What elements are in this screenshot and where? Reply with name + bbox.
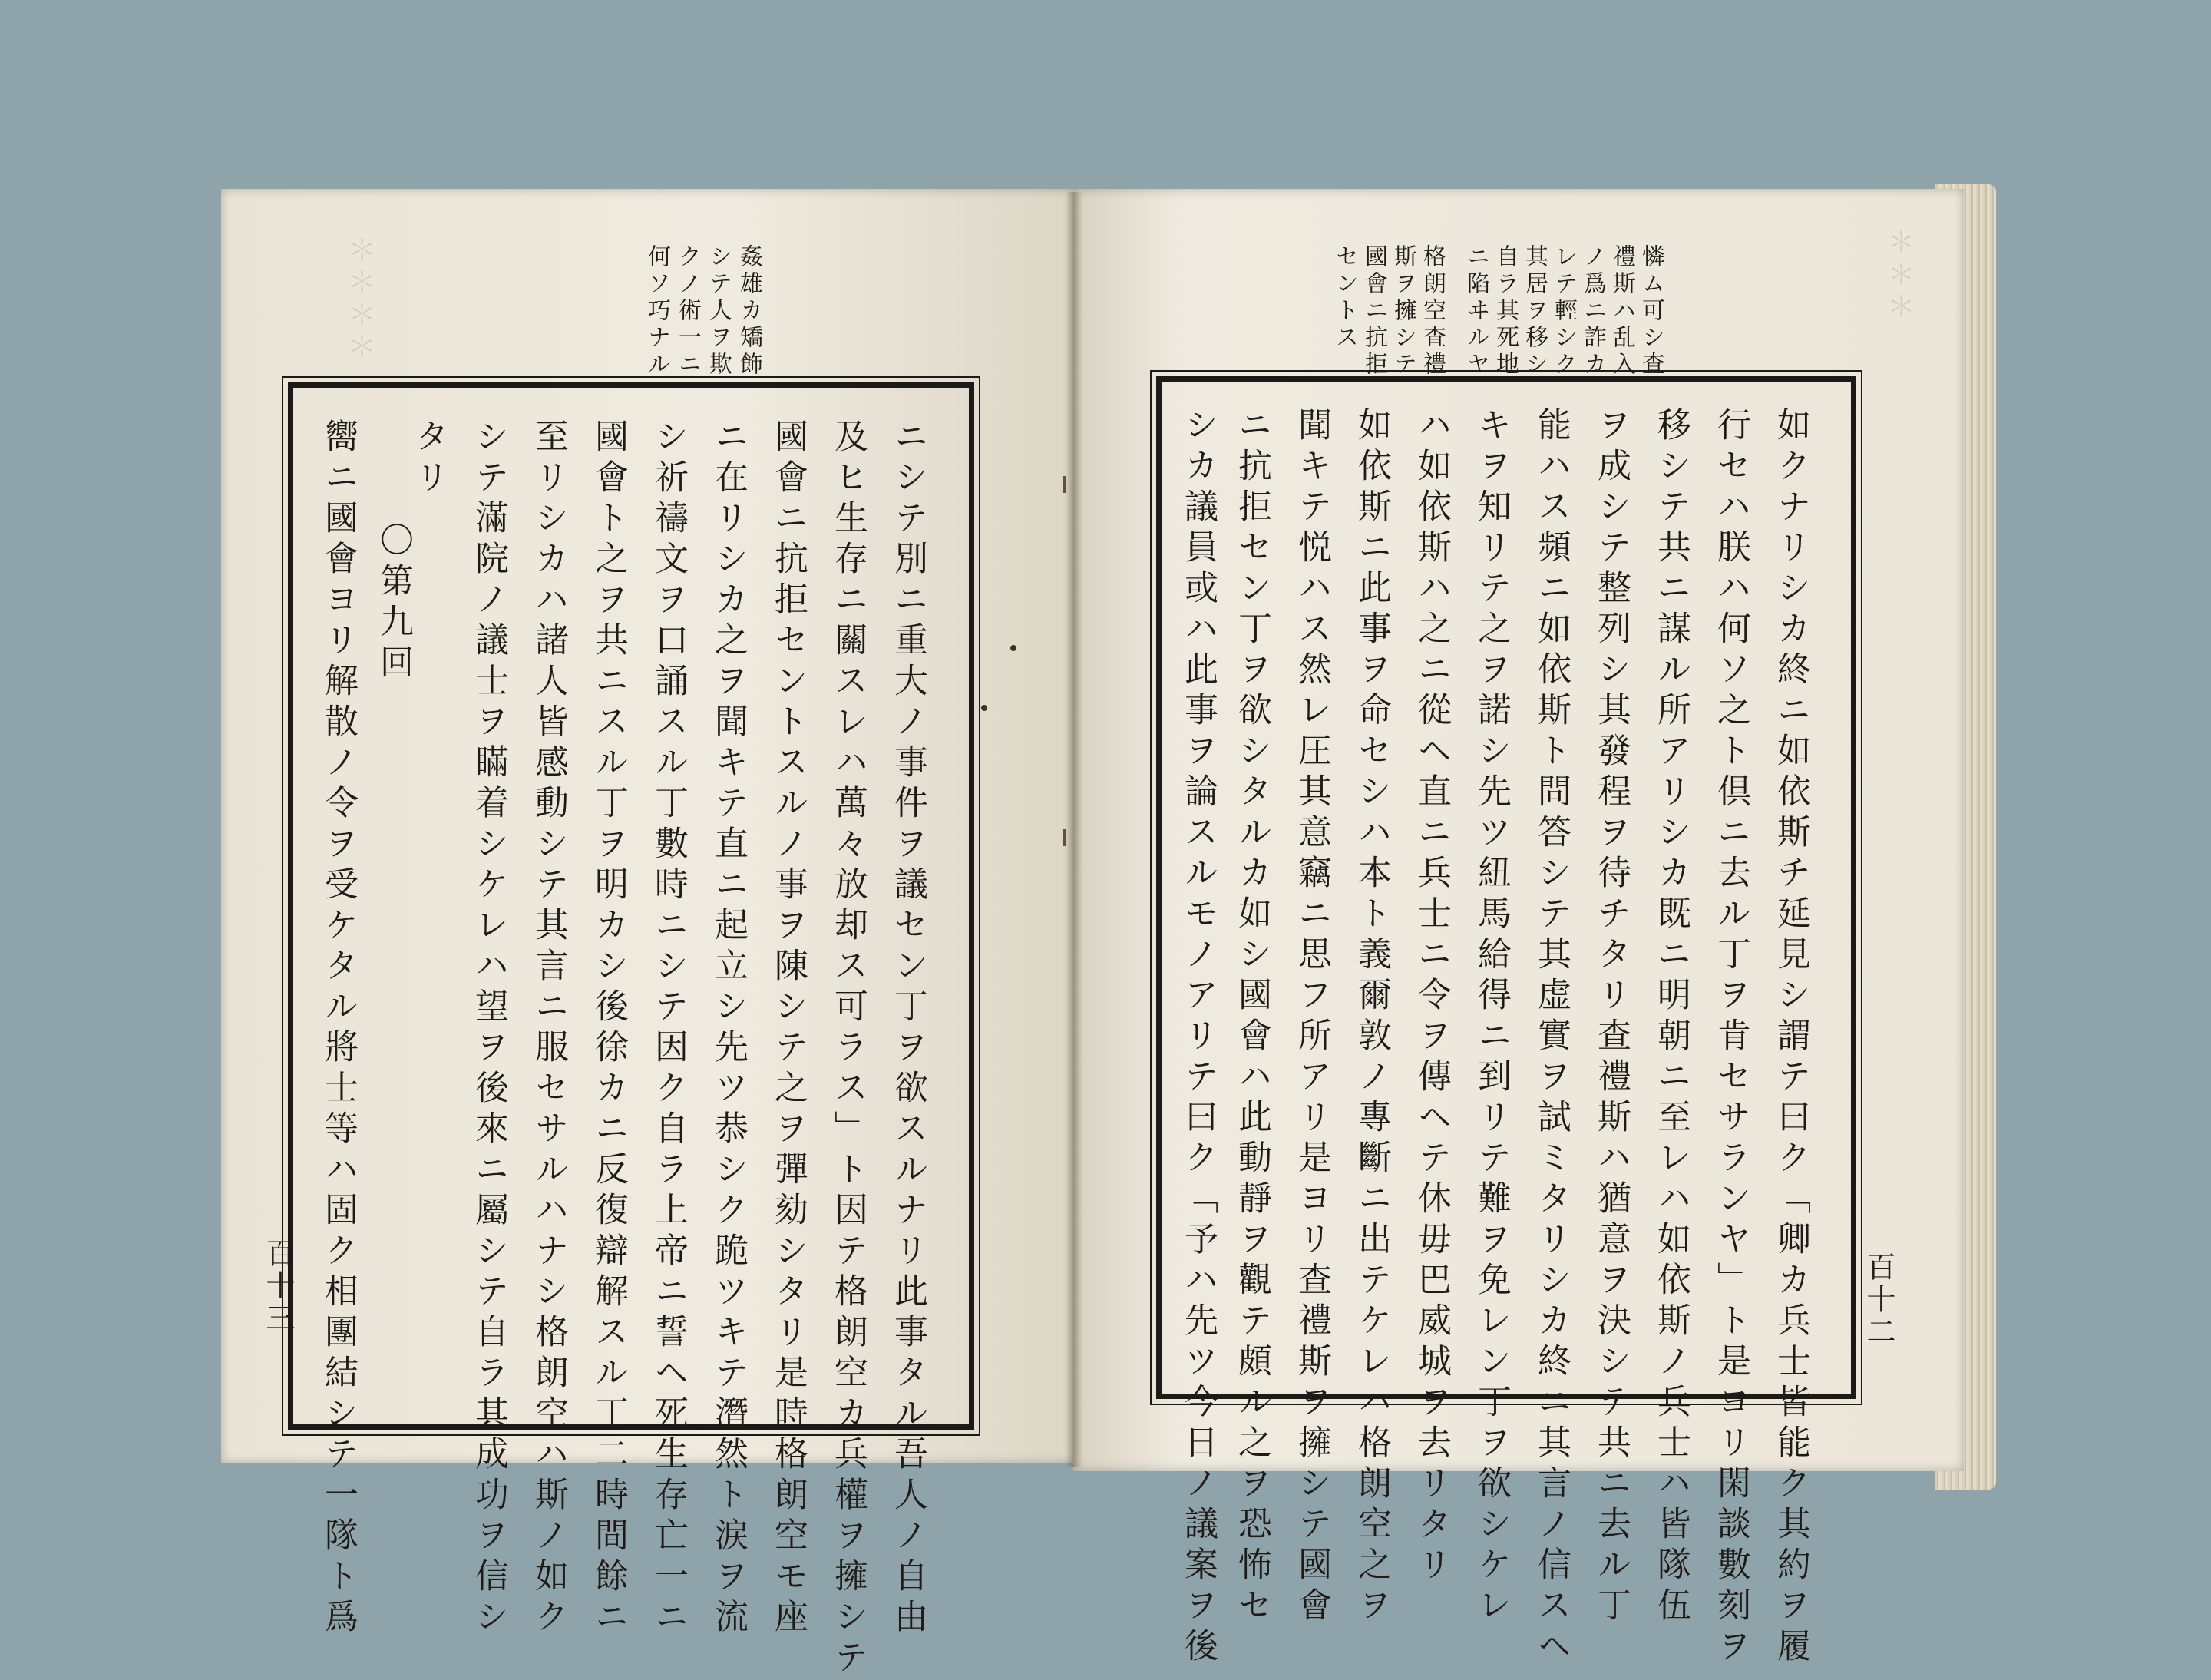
text-column: キヲ知リテ之ヲ諾シ先ツ紐馬給得ニ到リテ難ヲ免レン丁ヲ欲シケレ	[1472, 407, 1511, 1628]
margin-note: ニ陷ヰルヤ	[1462, 244, 1489, 379]
worm-hole	[981, 705, 987, 711]
chapter-heading: 〇第九回	[374, 522, 413, 685]
margin-note: 格朗空査禮	[1419, 244, 1446, 379]
text-column: 嚮ニ國會ヨリ解散ノ令ヲ受ケタル將士等ハ固ク相團結シテ一隊ト爲	[319, 418, 358, 1639]
margin-note: 憐ム可シ査	[1638, 244, 1664, 379]
text-column: ニシテ別ニ重大ノ事件ヲ議セン丁ヲ欲スルナリ此事タル吾人ノ自由	[888, 418, 927, 1639]
text-column: 行セハ朕ハ何ソ之ト倶ニ去ル丁ヲ肯セサランヤ」ト是ヨリ閑談數刻ヲ	[1711, 407, 1750, 1668]
page-number: 百十三	[261, 1238, 295, 1334]
margin-note: シテ人ヲ欺	[705, 244, 732, 379]
margin-note: 禮斯ハ乱入	[1608, 244, 1635, 379]
margin-note: 自ラ其死地	[1492, 244, 1519, 379]
stitch-mark	[1063, 829, 1066, 846]
text-column: ニ在リシカ之ヲ聞キテ直ニ起立シ先ツ恭シク跪ツキテ潛然ト涙ヲ流	[709, 418, 748, 1639]
text-column: 如依斯ニ此事ヲ命セシハ本ト義爾敦ノ專斷ニ出テケレハ格朗空之ヲ	[1352, 407, 1391, 1628]
stitch-mark	[1063, 476, 1066, 493]
text-column: 國會ニ抗拒セントスルノ事ヲ陳シテ之ヲ彈劾シタリ是時格朗空モ座	[768, 418, 808, 1639]
text-column: ヲ成シテ整列シ其發程ヲ待チタリ查禮斯ハ猶意ヲ決シテ共ニ去ル丁	[1591, 407, 1631, 1628]
worm-hole	[1010, 645, 1016, 651]
text-column: タリ	[409, 418, 448, 500]
text-column: シテ滿院ノ議士ヲ瞞着シケレハ望ヲ後來ニ屬シテ自ラ其成功ヲ信シ	[469, 418, 508, 1639]
text-column: 移シテ共ニ謀ル所アリシカ既ニ明朝ニ至レハ如依斯ノ兵士ハ皆隊伍	[1651, 407, 1690, 1628]
margin-note: ノ爲ニ詐カ	[1579, 244, 1606, 379]
margin-note: 姦雄カ矯飾	[735, 244, 762, 379]
margin-note: 何ソ巧ナル	[643, 244, 670, 379]
book-gutter	[1066, 192, 1082, 1467]
bleed-through-text: ＊＊＊＊	[344, 235, 375, 364]
margin-note: クノ術一ニ	[674, 244, 701, 379]
margin-note: 國會ニ抗拒	[1360, 244, 1387, 379]
text-column: 國會ト之ヲ共ニスル丁ヲ明カシ後徐カニ反復辯解スル丁二時間餘ニ	[589, 418, 628, 1639]
text-column: 至リシカハ諸人皆感動シテ其言ニ服セサルハナシ格朗空ハ斯ノ如ク	[529, 418, 568, 1639]
margin-note: セントス	[1331, 244, 1358, 352]
text-column: ハ如依斯ハ之ニ從ヘ直ニ兵士ニ令ヲ傳ヘテ休毋巴威城ヲ去リタリ	[1412, 407, 1451, 1587]
page-number: 百十二	[1862, 1252, 1895, 1348]
text-column: ニ抗拒セン丁ヲ欲シタルカ如シ國會ハ此動靜ヲ觀テ頗ル之ヲ恐怖セ	[1232, 407, 1271, 1628]
margin-note: レテ輕シク	[1550, 244, 1577, 379]
text-column: 能ハス頻ニ如依斯ト問答シテ其虚實ヲ試ミタリシカ終ニ其言ノ信スヘ	[1532, 407, 1571, 1668]
bleed-through-text: ＊＊＊	[1883, 227, 1915, 324]
margin-note: 其居ヲ移シ	[1521, 244, 1548, 379]
text-column: 及ヒ生存ニ關スレハ萬々放却ス可ラス」ト因テ格朗空カ兵權ヲ擁シテ	[828, 418, 868, 1680]
text-column: 聞キテ悦ハス然レ圧其意竊ニ思フ所アリ是ヨリ查禮斯ヲ擁シテ國會	[1292, 407, 1331, 1628]
text-column: シ祈禱文ヲ口誦スル丁數時ニシテ因ク自ラ上帝ニ誓ヘ死生存亡一ニ	[649, 418, 688, 1639]
text-column: 如クナリシカ終ニ如依斯チ延見シ謂テ曰ク「卿カ兵士皆能ク其約ヲ履	[1771, 407, 1810, 1668]
text-column: シカ議員或ハ此事ヲ論スルモノアリテ曰ク「予ハ先ツ今日ノ議案ヲ後	[1178, 407, 1218, 1668]
margin-note: 斯ヲ擁シテ	[1390, 244, 1416, 379]
